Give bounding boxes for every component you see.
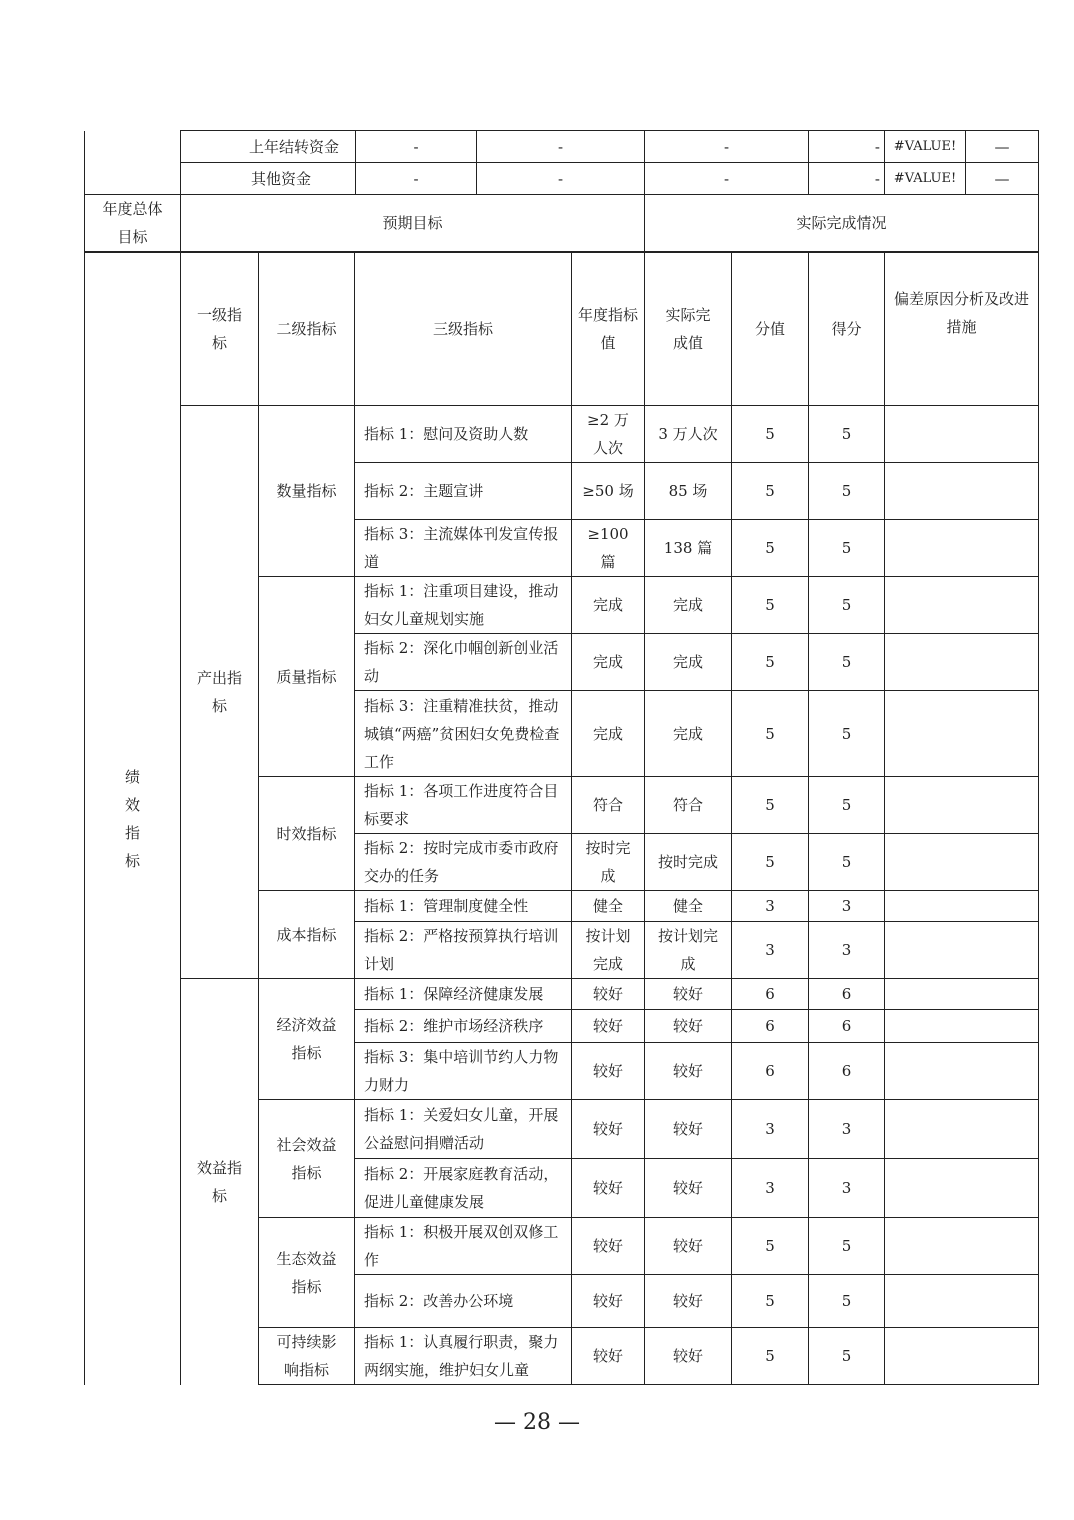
- score-value: 6: [732, 1010, 809, 1043]
- funds-row: [85, 163, 1039, 195]
- deviation-analysis: [885, 834, 1039, 891]
- score-value: 5: [732, 1275, 809, 1328]
- actual-completion: 实际完成情况: [645, 195, 1039, 252]
- score-obtained: 5: [809, 777, 885, 834]
- annual-target: 较好: [572, 1043, 645, 1100]
- column-header: 实际完成值: [645, 253, 732, 406]
- score-value: 3: [732, 1100, 809, 1159]
- score-obtained: 5: [809, 834, 885, 891]
- actual-value: 完成: [645, 577, 732, 634]
- level3-indicator: 指标 1：注重项目建设，推动妇女儿童规划实施: [355, 577, 572, 634]
- cell: -: [477, 131, 645, 163]
- level3-indicator: 指标 1：关爱妇女儿童，开展公益慰问捐赠活动: [355, 1100, 572, 1159]
- deviation-analysis: [885, 1159, 1039, 1218]
- cell: -: [809, 131, 885, 163]
- level2-indicator: 经济效益指标: [259, 979, 355, 1100]
- annual-target: 较好: [572, 1100, 645, 1159]
- score-value: 5: [732, 1218, 809, 1275]
- annual-target: 较好: [572, 1328, 645, 1385]
- column-header: 一级指标: [181, 253, 259, 406]
- annual-target: 健全: [572, 891, 645, 922]
- cell: -: [645, 131, 809, 163]
- cell: #VALUE!: [885, 131, 966, 163]
- actual-value: 较好: [645, 979, 732, 1010]
- column-header: 年度指标值: [572, 253, 645, 406]
- performance-table: [84, 252, 1039, 1385]
- annual-target: 符合: [572, 777, 645, 834]
- deviation-analysis: [885, 577, 1039, 634]
- actual-value: 85 场: [645, 463, 732, 520]
- deviation-analysis: [885, 520, 1039, 577]
- level3-indicator: 指标 1：慰问及资助人数: [355, 406, 572, 463]
- annual-target: 按计划完成: [572, 922, 645, 979]
- deviation-analysis: [885, 463, 1039, 520]
- score-obtained: 6: [809, 1010, 885, 1043]
- score-obtained: 3: [809, 1100, 885, 1159]
- level3-indicator: 指标 1：积极开展双创双修工作: [355, 1218, 572, 1275]
- deviation-analysis: [885, 1275, 1039, 1328]
- level3-indicator: 指标 2：维护市场经济秩序: [355, 1010, 572, 1043]
- score-value: 5: [732, 691, 809, 777]
- score-obtained: 5: [809, 691, 885, 777]
- column-header: 分值: [732, 253, 809, 406]
- actual-value: 3 万人次: [645, 406, 732, 463]
- level2-indicator: 数量指标: [259, 406, 355, 577]
- annual-target: 较好: [572, 1218, 645, 1275]
- score-obtained: 5: [809, 1328, 885, 1385]
- cell: -: [809, 163, 885, 195]
- actual-value: 较好: [645, 1159, 732, 1218]
- level3-indicator: 指标 1：保障经济健康发展: [355, 979, 572, 1010]
- actual-value: 符合: [645, 777, 732, 834]
- annual-target: 较好: [572, 1010, 645, 1043]
- funds-label: 其他资金: [181, 163, 356, 195]
- score-obtained: 6: [809, 1043, 885, 1100]
- cell: -: [356, 131, 477, 163]
- score-obtained: 3: [809, 922, 885, 979]
- level1-indicator: 效益指标: [181, 979, 259, 1385]
- level3-indicator: 指标 2：按时完成市委市政府交办的任务: [355, 834, 572, 891]
- cell: —: [966, 163, 1039, 195]
- deviation-analysis: [885, 634, 1039, 691]
- score-value: 5: [732, 634, 809, 691]
- actual-value: 完成: [645, 634, 732, 691]
- level3-indicator: 指标 2：主题宣讲: [355, 463, 572, 520]
- deviation-analysis: [885, 891, 1039, 922]
- score-obtained: 5: [809, 520, 885, 577]
- column-header: 二级指标: [259, 253, 355, 406]
- level2-indicator: 质量指标: [259, 577, 355, 777]
- level2-indicator: 社会效益指标: [259, 1100, 355, 1218]
- deviation-analysis: [885, 691, 1039, 777]
- column-header: 三级指标: [355, 253, 572, 406]
- score-obtained: 5: [809, 463, 885, 520]
- score-obtained: 5: [809, 577, 885, 634]
- annual-target: 完成: [572, 691, 645, 777]
- level3-indicator: 指标 1：管理制度健全性: [355, 891, 572, 922]
- annual-target: ≥50 场: [572, 463, 645, 520]
- cell: -: [645, 163, 809, 195]
- score-obtained: 6: [809, 979, 885, 1010]
- deviation-analysis: [885, 979, 1039, 1010]
- empty-cell: [85, 131, 181, 195]
- actual-value: 按计划完成: [645, 922, 732, 979]
- level2-indicator: 生态效益指标: [259, 1218, 355, 1328]
- actual-value: 较好: [645, 1043, 732, 1100]
- score-value: 5: [732, 834, 809, 891]
- score-obtained: 3: [809, 891, 885, 922]
- score-value: 5: [732, 1328, 809, 1385]
- score-obtained: 5: [809, 1218, 885, 1275]
- annual-target: 完成: [572, 577, 645, 634]
- level2-indicator: 可持续影响指标: [259, 1328, 355, 1385]
- performance-label: 绩效指标: [85, 253, 181, 1385]
- score-obtained: 5: [809, 634, 885, 691]
- level3-indicator: 指标 3：集中培训节约人力物力财力: [355, 1043, 572, 1100]
- annual-target: 较好: [572, 1159, 645, 1218]
- actual-value: 按时完成: [645, 834, 732, 891]
- table-row: [85, 979, 1039, 1010]
- actual-value: 较好: [645, 1218, 732, 1275]
- score-value: 6: [732, 1043, 809, 1100]
- annual-target: ≥100 篇: [572, 520, 645, 577]
- deviation-analysis: [885, 922, 1039, 979]
- goal-label: 年度总体目标: [85, 195, 181, 252]
- deviation-analysis: [885, 406, 1039, 463]
- level3-indicator: 指标 3：主流媒体刊发宣传报道: [355, 520, 572, 577]
- actual-value: 健全: [645, 891, 732, 922]
- actual-value: 较好: [645, 1100, 732, 1159]
- actual-value: 较好: [645, 1275, 732, 1328]
- score-value: 5: [732, 520, 809, 577]
- table-row: [85, 406, 1039, 463]
- cell: -: [477, 163, 645, 195]
- level1-indicator: 产出指标: [181, 406, 259, 979]
- score-value: 5: [732, 777, 809, 834]
- annual-target: 按时完成: [572, 834, 645, 891]
- score-obtained: 5: [809, 406, 885, 463]
- cell: #VALUE!: [885, 163, 966, 195]
- level3-indicator: 指标 2：改善办公环境: [355, 1275, 572, 1328]
- level3-indicator: 指标 2：开展家庭教育活动，促进儿童健康发展: [355, 1159, 572, 1218]
- deviation-analysis: [885, 1218, 1039, 1275]
- actual-value: 较好: [645, 1328, 732, 1385]
- score-value: 3: [732, 891, 809, 922]
- deviation-analysis: [885, 1043, 1039, 1100]
- level3-indicator: 指标 1：各项工作进度符合目标要求: [355, 777, 572, 834]
- funds-row: [85, 131, 1039, 163]
- level3-indicator: 指标 2：严格按预算执行培训计划: [355, 922, 572, 979]
- deviation-analysis: [885, 1100, 1039, 1159]
- score-value: 3: [732, 1159, 809, 1218]
- score-value: 6: [732, 979, 809, 1010]
- header-row: [85, 253, 1039, 406]
- actual-value: 完成: [645, 691, 732, 777]
- score-obtained: 3: [809, 1159, 885, 1218]
- funds-label: 上年结转资金: [181, 131, 356, 163]
- score-value: 3: [732, 922, 809, 979]
- actual-value: 较好: [645, 1010, 732, 1043]
- cell: -: [356, 163, 477, 195]
- expected-goal: 预期目标: [181, 195, 645, 252]
- level3-indicator: 指标 2：深化巾帼创新创业活动: [355, 634, 572, 691]
- actual-value: 138 篇: [645, 520, 732, 577]
- level3-indicator: 指标 1：认真履行职责，聚力两纲实施，维护妇女儿童: [355, 1328, 572, 1385]
- level3-indicator: 指标 3：注重精准扶贫，推动城镇“两癌”贫困妇女免费检查工作: [355, 691, 572, 777]
- deviation-analysis: [885, 1328, 1039, 1385]
- score-obtained: 5: [809, 1275, 885, 1328]
- level2-indicator: 时效指标: [259, 777, 355, 891]
- annual-target: 完成: [572, 634, 645, 691]
- annual-target: 较好: [572, 979, 645, 1010]
- funds-table: [84, 130, 1039, 252]
- page-number: — 28 —: [494, 1410, 580, 1435]
- deviation-analysis: [885, 777, 1039, 834]
- annual-target: ≥2 万人次: [572, 406, 645, 463]
- column-header: 得分: [809, 253, 885, 406]
- deviation-analysis: [885, 1010, 1039, 1043]
- cell: —: [966, 131, 1039, 163]
- score-value: 5: [732, 406, 809, 463]
- score-value: 5: [732, 463, 809, 520]
- score-value: 5: [732, 577, 809, 634]
- level2-indicator: 成本指标: [259, 891, 355, 979]
- column-header: 偏差原因分析及改进措施: [885, 253, 1039, 406]
- goal-row: [85, 195, 1039, 252]
- annual-target: 较好: [572, 1275, 645, 1328]
